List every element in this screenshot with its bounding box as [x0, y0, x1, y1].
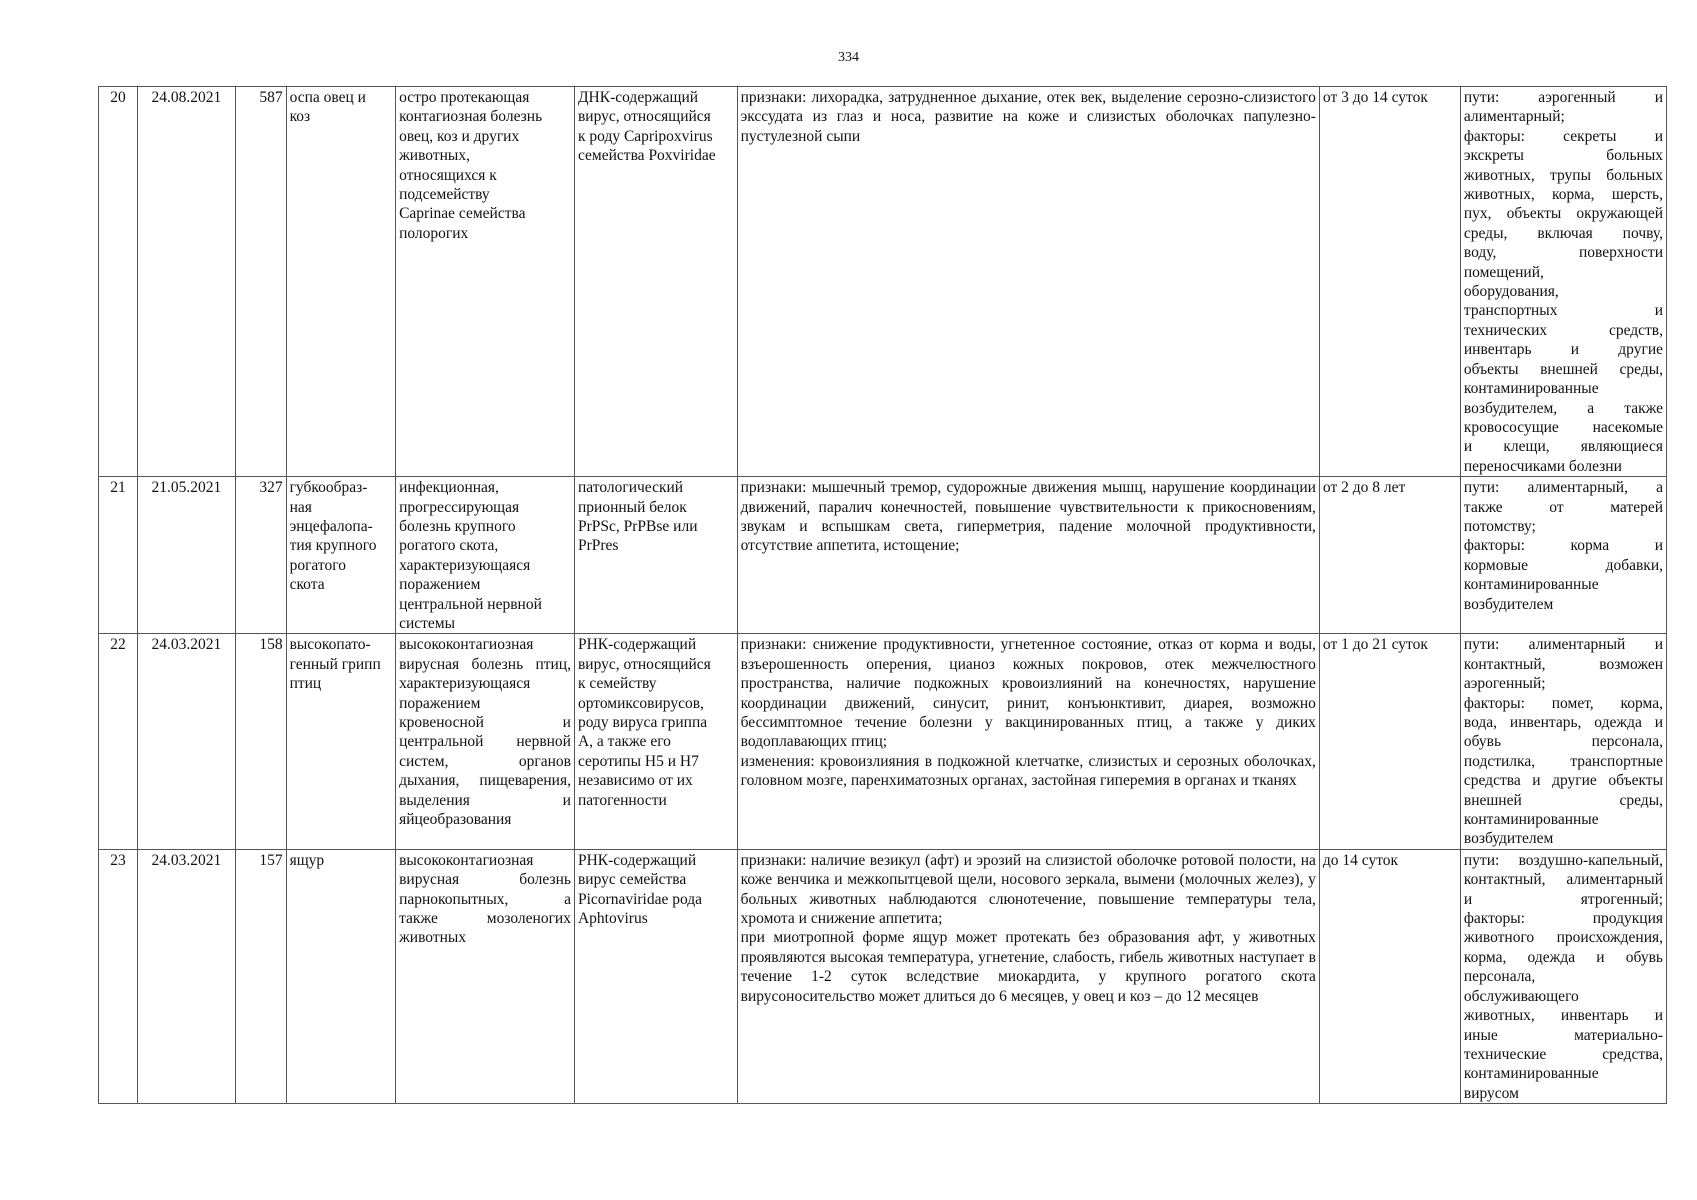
cell-line: остро протекающая — [399, 89, 530, 106]
cell-line: губкообраз- — [289, 479, 368, 497]
cell-line: контагиозная болезнь — [399, 108, 543, 126]
cell-line: вирус, относящийся — [577, 108, 711, 126]
cell-line: патогенности — [577, 791, 667, 809]
cell-line: рогатого — [289, 556, 346, 574]
cell-line: овец, коз и других — [399, 127, 520, 145]
cell-line: Aphtovirus — [577, 910, 648, 928]
cell-line: вирус семейства — [577, 871, 687, 889]
signs-paragraph: признаки: снижение продуктивности, угнетенное состояние, отказ от корма и воды, взъерошенность оперения, цианоз кожных покровов, отек межчелюстного пространства, наличие подкожных кровоизлияний на конечностях, нарушение координации движений, синусит, ринит, конъюнктивит, диарея, возможно бессимптомное течение болезни у вакцинированных птиц, а также у диких водоплавающих птиц; — [740, 636, 1316, 751]
cell-line: скота — [289, 576, 325, 594]
cell-line: независимо от их — [577, 772, 693, 790]
cell-line: факторы: секреты и — [1463, 127, 1663, 145]
row-number: 21 — [99, 477, 138, 634]
cell-line: аэрогенный; — [1463, 675, 1546, 693]
causative-agent — [574, 849, 737, 1103]
cell-line: высококонтагиозная — [399, 636, 534, 654]
cell-line: энцефалопа- — [289, 517, 373, 535]
incubation-period: от 1 до 21 суток — [1319, 634, 1460, 849]
cell-line: системы — [399, 614, 456, 632]
cell-line: вирусная болезнь — [399, 871, 571, 889]
page-number: 334 — [838, 50, 859, 65]
order-number: 157 — [235, 849, 286, 1103]
disease-name — [286, 87, 396, 477]
cell-line: высококонтагиозная — [399, 851, 534, 869]
cell-line: иные материально- — [1463, 1026, 1663, 1044]
cell-line: центральной нервной — [399, 595, 542, 613]
disease-definition — [396, 634, 575, 849]
cell-line: технических средств, — [1463, 321, 1663, 339]
cell-line: поражением — [399, 576, 481, 594]
incubation-period: от 2 до 8 лет — [1319, 477, 1460, 634]
cell-line: яйцеобразования — [399, 811, 512, 829]
cell-line: контаминированные — [1463, 1065, 1599, 1083]
cell-line: помещений, — [1463, 263, 1544, 281]
cell-line: серотипы H5 и H7 — [577, 752, 699, 770]
cell-line: рогатого скота, — [399, 537, 499, 555]
cell-line: технические средства, — [1463, 1045, 1663, 1063]
order-date: 21.05.2021 — [138, 477, 236, 634]
cell-line: инфекционная, — [399, 479, 499, 497]
signs-paragraph: изменения: кровоизлияния в подкожной клетчатке, слизистых и серозных оболочках, головном мозге, паренхиматозных органах, застойная гиперемия в органах и тканях — [740, 752, 1316, 790]
cell-line: обувь персонала, — [1463, 733, 1663, 751]
disease-definition — [396, 477, 575, 634]
cell-line: болезнь крупного — [399, 517, 516, 535]
incubation-period: до 14 суток — [1319, 849, 1460, 1103]
signs-paragraph: признаки: наличие везикул (афт) и эрозий на слизистой оболочке ротовой полости, на коже венчика и межкопытцевой щели, носового зеркала, вымени (молочных желез), у больных животных наблюдаются слюнотечение, повышение температуры тела, хромота и снижение аппетита; — [740, 851, 1316, 928]
table-row — [99, 849, 1667, 1103]
cell-line: парнокопытных, а — [399, 890, 571, 908]
cell-line: возбудителем — [1463, 595, 1554, 613]
cell-line: РНК-содержащий — [577, 851, 697, 869]
cell-line: центральной нервной — [399, 733, 571, 751]
cell-line: пух, объекты окружающей — [1463, 205, 1663, 223]
transmission-routes — [1460, 849, 1666, 1103]
cell-line: птиц — [289, 675, 322, 693]
cell-line: и ятрогенный; — [1463, 890, 1663, 908]
signs-paragraph: признаки: лихорадка, затрудненное дыхание, отек век, выделение серозно-слизистого экссудата из глаз и носа, развитие на коже и слизистых оболочках папулезно-пустулезной сыпи — [740, 89, 1316, 145]
causative-agent — [574, 87, 737, 477]
order-number: 327 — [235, 477, 286, 634]
cell-line: оспа овец и — [289, 89, 366, 106]
cell-line: транспортных и — [1463, 302, 1663, 320]
clinical-signs — [737, 849, 1319, 1103]
order-date: 24.03.2021 — [138, 849, 236, 1103]
cell-line: животных, инвентарь и — [1463, 1007, 1663, 1025]
row-number: 20 — [99, 87, 138, 477]
cell-line: PrPres — [577, 537, 619, 555]
disease-register-table — [98, 86, 1667, 1104]
cell-line: оборудования, — [1463, 283, 1559, 301]
order-number: 587 — [235, 87, 286, 477]
cell-line: вода, инвентарь, одежда и — [1463, 714, 1663, 731]
cell-line: роду вируса гриппа — [577, 714, 708, 731]
cell-line: и клещи, являющиеся — [1463, 438, 1663, 456]
cell-line: кровеносной и — [399, 714, 571, 731]
causative-agent — [574, 477, 737, 634]
transmission-routes — [1460, 87, 1666, 477]
row-number: 23 — [99, 849, 138, 1103]
incubation-period: от 3 до 14 суток — [1319, 87, 1460, 477]
cell-line: обслуживающего — [1463, 987, 1579, 1005]
cell-line: к роду Capripoxvirus — [577, 127, 713, 145]
table-body — [99, 87, 1667, 1104]
cell-line: контактный, алиментарный — [1463, 871, 1663, 889]
cell-line: возбудителем, а также — [1463, 399, 1663, 417]
cell-line: ная — [289, 498, 312, 516]
cell-line: поражением — [399, 694, 481, 712]
cell-line: систем, органов — [399, 752, 571, 770]
cell-line: ортомиксовирусов, — [577, 694, 704, 712]
causative-agent — [574, 634, 737, 849]
cell-line: также мозоленогих — [399, 910, 571, 928]
cell-line: корма, одежда и обувь — [1463, 948, 1663, 966]
cell-line: также от матерей — [1463, 498, 1663, 516]
cell-line: прогрессирующая — [399, 498, 520, 516]
cell-line: пути: алиментарный и — [1463, 636, 1663, 654]
cell-line: коз — [289, 108, 311, 126]
cell-line: пути: аэрогенный и — [1463, 89, 1663, 106]
cell-line: животных, корма, шерсть, — [1463, 186, 1663, 204]
cell-line: объекты внешней среды, — [1463, 360, 1663, 378]
cell-line: средства и другие объекты — [1463, 772, 1663, 790]
clinical-signs — [737, 87, 1319, 477]
cell-line: генный грипп — [289, 655, 381, 673]
cell-line: прионный белок — [577, 498, 687, 516]
clinical-signs — [737, 634, 1319, 849]
cell-line: семейства Poxviridae — [577, 147, 716, 165]
cell-line: выделения и — [399, 791, 571, 809]
cell-line: алиментарный; — [1463, 108, 1565, 126]
cell-line: относящихся к — [399, 166, 497, 184]
cell-line: пути: воздушно-капельный, — [1463, 851, 1663, 869]
cell-line: контаминированные — [1463, 811, 1599, 829]
order-number: 158 — [235, 634, 286, 849]
cell-line: РНК-содержащий — [577, 636, 697, 654]
cell-line: животных, трупы больных — [1463, 166, 1663, 184]
cell-line: А, а также его — [577, 733, 671, 751]
cell-line: факторы: помет, корма, — [1463, 694, 1663, 712]
cell-line: ящур — [289, 851, 325, 869]
cell-line: экскреты больных — [1463, 147, 1663, 165]
signs-paragraph: при миотропной форме ящур может протекать без образования афт, у животных проявляются высокая температура, угнетение, слабость, гибель животных наступает в течение 1-2 суток вследствие миокардита, у крупного рогатого скота вирусоносительство может длиться до 6 месяцев, у овец и коз – до 12 месяцев — [740, 929, 1316, 1005]
table-row — [99, 87, 1667, 477]
disease-name — [286, 849, 396, 1103]
transmission-routes — [1460, 634, 1666, 849]
cell-line: Caprinae семейства — [399, 205, 526, 223]
cell-line: контаминированные — [1463, 380, 1599, 398]
cell-line: Picornaviridae рода — [577, 890, 703, 908]
cell-line: среды, включая почву, — [1463, 224, 1663, 242]
row-number: 22 — [99, 634, 138, 849]
cell-line: возбудителем — [1463, 830, 1554, 848]
cell-line: потомству; — [1463, 517, 1536, 535]
cell-line: вирусом — [1463, 1084, 1519, 1102]
cell-line: к семейству — [577, 675, 657, 693]
cell-line: высокопато- — [289, 636, 371, 654]
cell-line: подстилка, транспортные — [1463, 752, 1663, 770]
cell-line: подсемейству — [399, 186, 490, 204]
cell-line: кормовые добавки, — [1463, 556, 1663, 574]
table-row — [99, 477, 1667, 634]
cell-line: вирус, относящийся — [577, 655, 711, 673]
disease-name — [286, 634, 396, 849]
clinical-signs — [737, 477, 1319, 634]
cell-line: полорогих — [399, 224, 469, 242]
cell-line: инвентарь и другие — [1463, 341, 1663, 359]
cell-line: воду, поверхности — [1463, 244, 1663, 262]
cell-line: факторы: продукция — [1463, 910, 1663, 928]
cell-line: вирусная болезнь птиц, — [399, 655, 571, 673]
cell-line: переносчиками болезни — [1463, 457, 1622, 475]
cell-line: тия крупного — [289, 537, 377, 555]
signs-paragraph: признаки: мышечный тремор, судорожные движения мышц, нарушение координации движений, паралич конечностей, повышение чувствительности к прикосновениям, звукам и вспышкам света, гиперметрия, падение молочной продуктивности, отсутствие аппетита, истощение; — [740, 479, 1316, 555]
disease-name — [286, 477, 396, 634]
cell-line: персонала, — [1463, 968, 1536, 986]
cell-line: дыхания, пищеварения, — [399, 772, 571, 790]
cell-line: ДНК-содержащий — [577, 89, 699, 106]
cell-line: внешней среды, — [1463, 791, 1663, 809]
cell-line: пути: алиментарный, а — [1463, 479, 1663, 497]
cell-line: патологический — [577, 479, 684, 497]
cell-line: животных, — [399, 147, 470, 165]
cell-line: характеризующаяся — [399, 556, 531, 574]
cell-line: характеризующаяся — [399, 675, 531, 693]
order-date: 24.03.2021 — [138, 634, 236, 849]
cell-line: контактный, возможен — [1463, 655, 1663, 673]
cell-line: животных — [399, 929, 467, 947]
cell-line: кровососущие насекомые — [1463, 418, 1663, 436]
cell-line: PrPSc, PrPBse или — [577, 517, 698, 535]
order-date: 24.08.2021 — [138, 87, 236, 477]
transmission-routes — [1460, 477, 1666, 634]
cell-line: животного происхождения, — [1463, 929, 1663, 947]
cell-line: контаминированные — [1463, 576, 1599, 594]
disease-definition — [396, 849, 575, 1103]
cell-line: факторы: корма и — [1463, 537, 1663, 555]
disease-definition — [396, 87, 575, 477]
table-row — [99, 634, 1667, 849]
